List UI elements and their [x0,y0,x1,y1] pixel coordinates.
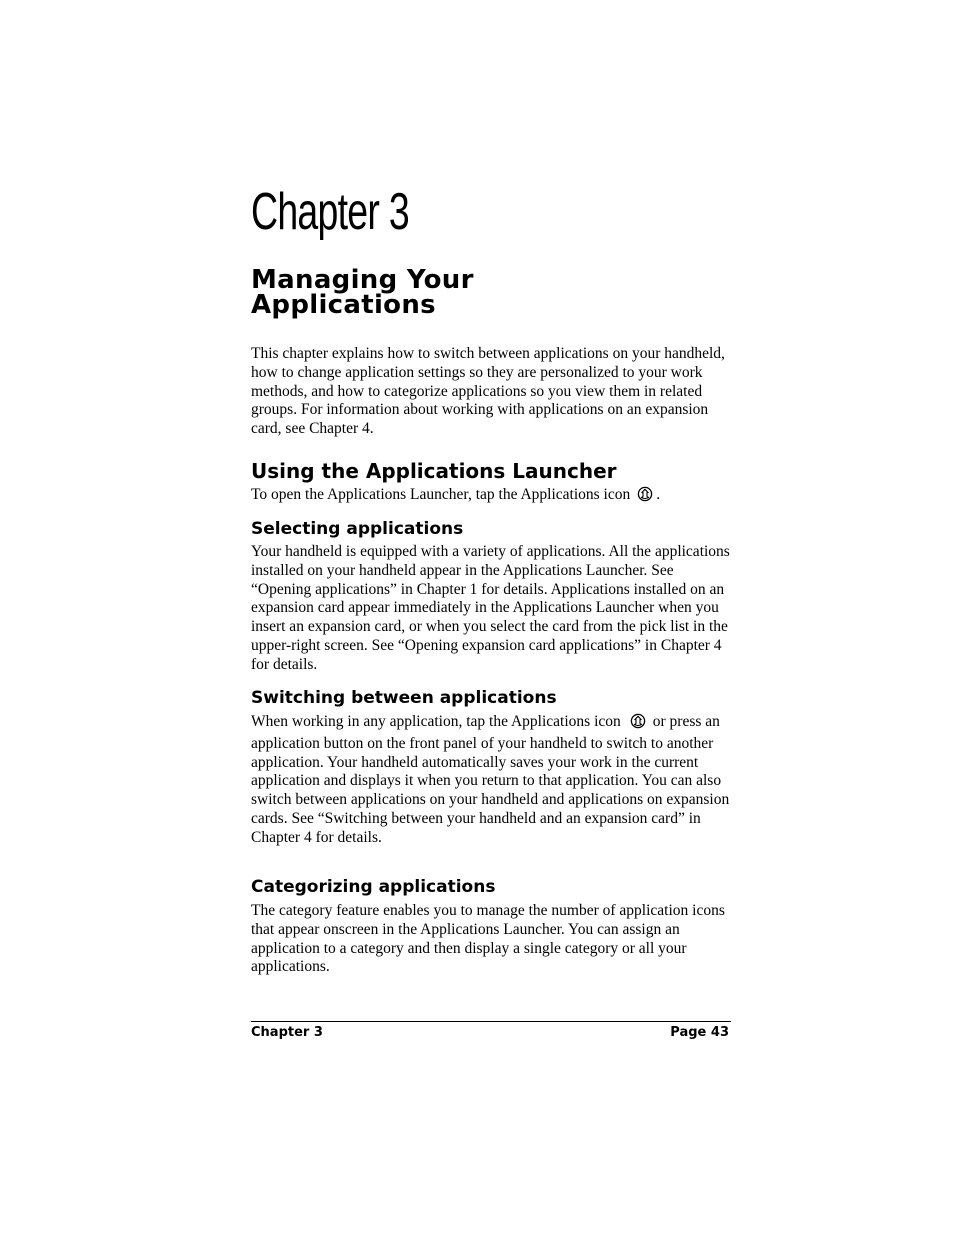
footer-rule [251,1021,731,1022]
switching-paragraph [251,713,731,848]
chapter-title-line2: Applications [251,290,436,320]
chapter-label: Chapter 3 [251,183,409,241]
section-text-before-icon: To open the Applications Launcher, tap the Applications icon [251,486,631,503]
selecting-paragraph: Your handheld is equipped with a variety of applications. All the applications installed on your handheld appear in the Applications Launcher. See “Opening applications” in Chapter 1 for details. Applications installed on an expansion card appear immediately in the Applications Launcher when you insert an expansion card, or when you select the card from the pick list in the upper-right screen. See “Opening expansion card applications” in Chapter 4 for details. [251,543,730,673]
section-paragraph [251,486,731,508]
applications-icon [637,486,653,508]
selecting-heading: Selecting applications [251,519,464,539]
intro-paragraph: This chapter explains how to switch between applications on your handheld, how to change application settings so they are personalized to your work methods, and how to categorize applications so you view them in related groups. For information about working with applications on an expansion card, see Chapter 4. [251,345,725,438]
footer-page-number: Page 43 [670,1025,729,1040]
switching-text-after-icon: or press an application button on the front panel of your handheld to switch to another application. Your handheld automatically saves your work in the current application and displays it when you return to that application. You can also switch between applications on your handheld and applications on expansion cards. See “Switching between your handheld and an expansion card” in Chapter 4 for details. [251,713,730,846]
footer-chapter: Chapter 3 [251,1025,323,1040]
chapter-title-line1: Managing Your [251,265,474,295]
switching-heading: Switching between applications [251,688,557,708]
section-text-after-icon: . [656,486,661,503]
chapter-title [251,265,731,320]
page-footer [251,1025,729,1040]
switching-text-before-icon: When working in any application, tap the Applications icon [251,713,621,730]
categorizing-heading: Categorizing applications [251,877,496,897]
section-heading: Using the Applications Launcher [251,459,617,483]
applications-icon [630,713,646,735]
categorizing-paragraph: The category feature enables you to manage the number of application icons that appear onscreen in the Applications Launcher. You can assign an application to a category and then display a single category or all your applications. [251,902,725,976]
